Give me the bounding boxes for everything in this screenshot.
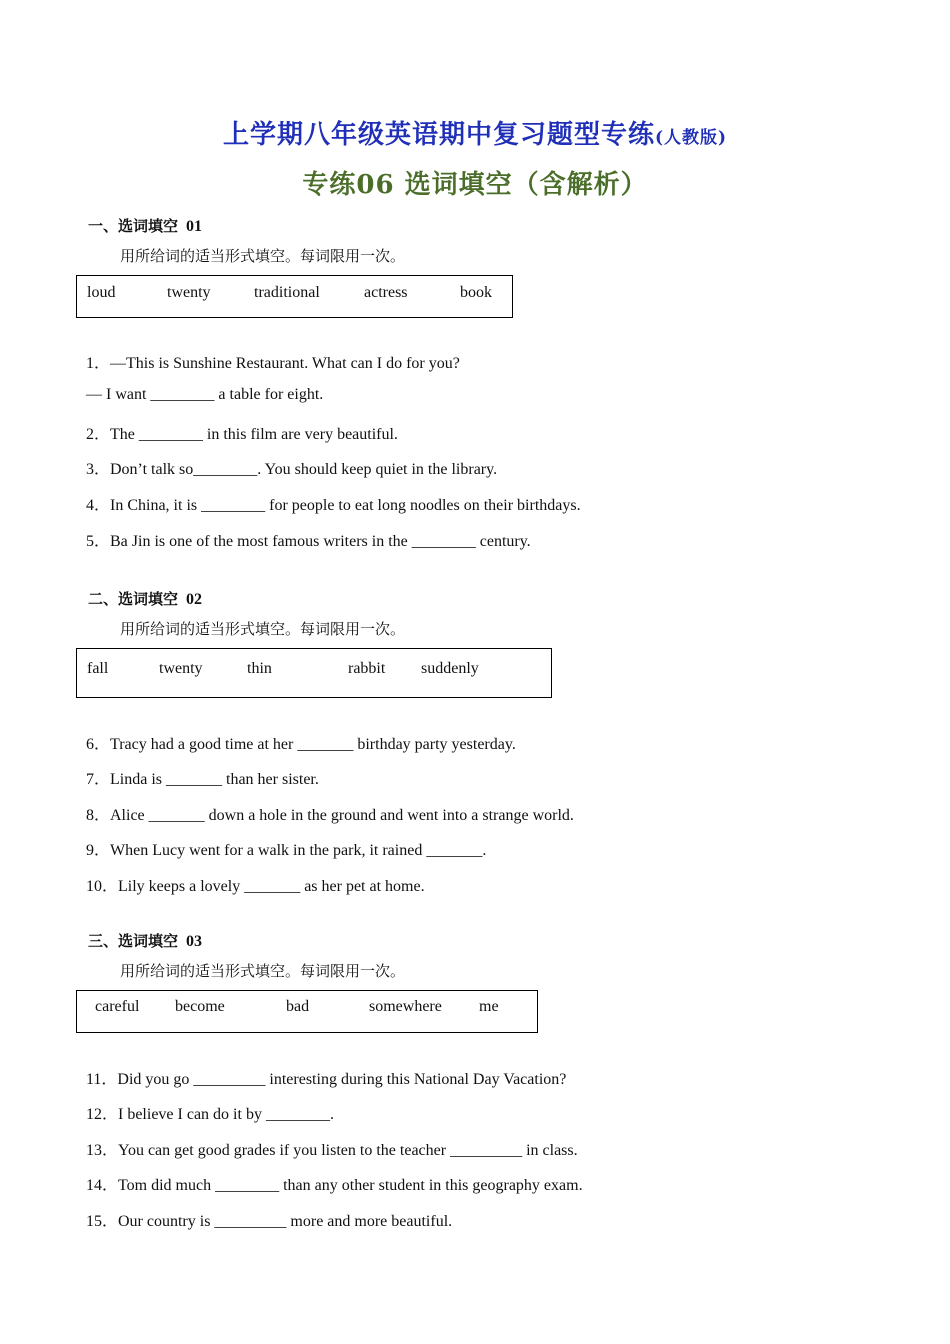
question-12: 12．I believe I can do it by ________. [86,1106,334,1123]
section-instruction: 用所给词的适当形式填空。每词限用一次。 [120,620,406,638]
section-number: 02 [186,591,203,608]
section-title: 二、选词填空 [88,590,179,608]
word-bank-2 [76,648,552,698]
question-6: 6．Tracy had a good time at her _______ birthday party yesterday. [86,736,516,753]
word-bank-item: twenty [159,660,203,677]
question-3: 3．Don’t talk so________. You should keep quiet in the library. [86,461,498,478]
question-4: 4．In China, it is ________ for people to eat long noodles on their birthdays. [86,497,581,514]
section-3 [88,930,888,982]
title-main: 上学期八年级英语期中复习题型专练 [222,120,655,150]
question-8: 8．Alice _______ down a hole in the ground and went into a strange world. [86,807,574,824]
title-edition: (人教版) [654,128,728,148]
section-title: 一、选词填空 [88,217,179,235]
question-9: 9．When Lucy went for a walk in the park, it rained _______. [86,842,487,859]
section-heading [88,215,888,237]
word-bank-item: me [479,998,499,1015]
question-10: 10．Lily keeps a lovely _______ as her pet at home. [86,878,425,895]
document-subtitle: 专练06 选词填空（含解析） [302,170,648,200]
section-title: 三、选词填空 [88,932,179,950]
word-bank-item: fall [87,660,109,677]
word-bank-item: suddenly [421,660,479,677]
word-bank-item: careful [95,998,140,1015]
section-number: 01 [186,218,203,235]
section-1 [88,215,888,267]
word-bank-item: thin [247,660,272,677]
question-1-line-2: — I want ________ a table for eight. [86,386,324,403]
word-bank-item: twenty [167,284,211,301]
section-heading [88,588,888,610]
section-2 [88,588,888,640]
word-bank-item: become [175,998,225,1015]
word-bank-item: somewhere [369,998,442,1015]
question-14: 14．Tom did much ________ than any other student in this geography exam. [86,1177,583,1194]
question-1: 1．—This is Sunshine Restaurant. What can I do for you? [86,355,460,372]
word-bank-item: book [460,284,492,301]
question-2: 2．The ________ in this film are very beautiful. [86,426,398,443]
section-heading [88,930,888,952]
word-bank-item: loud [87,284,116,301]
question-13: 13．You can get good grades if you listen to the teacher _________ in class. [86,1142,578,1159]
question-7: 7．Linda is _______ than her sister. [86,771,319,788]
question-5: 5．Ba Jin is one of the most famous writers in the ________ century. [86,533,531,550]
section-instruction: 用所给词的适当形式填空。每词限用一次。 [120,962,406,980]
word-bank-item: rabbit [348,660,386,677]
word-bank-item: actress [364,284,408,301]
word-bank-item: bad [286,998,310,1015]
section-instruction: 用所给词的适当形式填空。每词限用一次。 [120,247,406,265]
section-number: 03 [186,933,203,950]
word-bank-3 [76,990,538,1033]
question-11: 11．Did you go _________ interesting during this National Day Vacation? [86,1071,567,1088]
question-15: 15．Our country is _________ more and more beautiful. [86,1213,453,1230]
document-title [0,114,950,151]
word-bank-item: traditional [254,284,320,301]
word-bank-1 [76,275,513,318]
